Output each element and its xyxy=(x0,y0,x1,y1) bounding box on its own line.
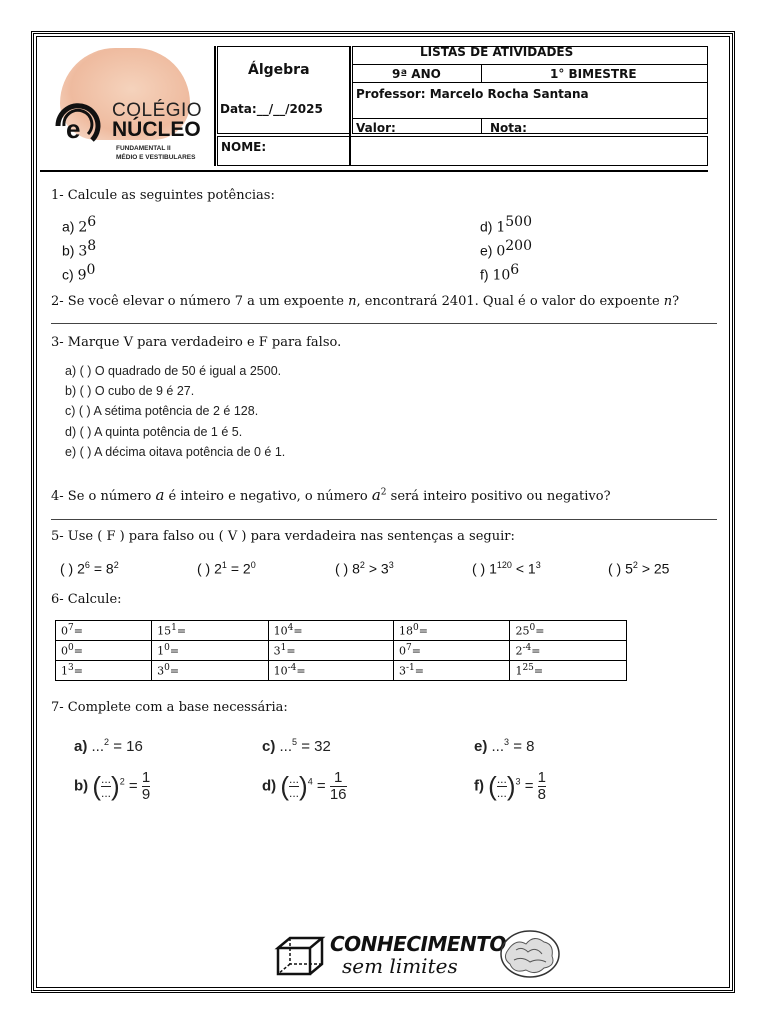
table-cell[interactable]: $3^1=$ xyxy=(268,641,393,661)
answer-line xyxy=(51,519,717,520)
q5-prompt: 5- Use ( F ) para falso ou ( V ) para verdadeira nas sentenças a seguir: xyxy=(51,529,515,544)
q1-item-b: b) $3^8$ xyxy=(62,238,97,260)
subject-title: Álgebra xyxy=(248,62,310,78)
info-rule xyxy=(352,64,708,65)
q6-prompt: 6- Calcule: xyxy=(51,592,122,607)
q6-table xyxy=(55,620,627,681)
footer-line2: sem limites xyxy=(342,954,458,978)
subject-box xyxy=(217,46,351,134)
info-divider xyxy=(481,64,482,82)
table-cell[interactable]: $1^{25}=$ xyxy=(510,661,627,681)
q7-item-e: e) ...$^3$ = 8 xyxy=(474,737,535,755)
q3-prompt: 3- Marque V para verdadeiro e F para falso. xyxy=(51,335,342,350)
q1-item-c: c) $9^0$ xyxy=(62,262,96,284)
q7-item-a: a) ...$^2$ = 16 xyxy=(74,737,143,755)
table-cell[interactable]: $1^0=$ xyxy=(152,641,269,661)
q1-item-a: a) $2^6$ xyxy=(62,214,97,236)
school-logo xyxy=(46,48,212,166)
teacher-label: Professor: Marcelo Rocha Santana xyxy=(356,87,589,101)
q2-prompt: 2- Se você elevar o número 7 a um expoente n, encontrará 2401. Qual é o valor do expoente n? xyxy=(51,294,680,309)
answer-line xyxy=(51,323,717,324)
q4-prompt: 4- Se o número a é inteiro e negativo, o número $a^2$ será inteiro positivo ou negativo? xyxy=(51,486,611,504)
school-subtitle-2: MÉDIO E VESTIBULARES xyxy=(116,154,196,161)
table-cell[interactable]: $15^1=$ xyxy=(152,621,269,641)
q5-item-3: ( ) $8^2 > 3^3$ xyxy=(335,560,394,577)
info-rule xyxy=(352,82,708,83)
header-divider xyxy=(214,46,216,166)
table-row xyxy=(56,641,627,661)
q3-item-b: b) ( ) O cubo de 9 é 27. xyxy=(65,384,195,398)
school-subtitle-1: FUNDAMENTAL II xyxy=(116,145,171,152)
table-cell[interactable]: $0^7=$ xyxy=(56,621,152,641)
inner-border xyxy=(36,36,730,988)
table-cell[interactable]: $3^{-1}=$ xyxy=(393,661,510,681)
q7-item-d: d) ( $\frac{...}{...}$ )$^4$ = $\frac{1}{16}$ xyxy=(262,769,347,803)
q1-item-f: f) $10^6$ xyxy=(480,262,520,284)
footer-logo xyxy=(270,928,570,980)
info-divider xyxy=(481,118,482,134)
table-cell[interactable]: $10^{-4}=$ xyxy=(268,661,393,681)
q5-item-2: ( ) $2^1 = 2^0$ xyxy=(197,560,256,577)
brain-icon xyxy=(498,928,562,980)
q5-item-1: ( ) $2^6 = 8^2$ xyxy=(60,560,119,577)
q1-item-e: e) $0^{200}$ xyxy=(480,238,532,260)
table-cell[interactable]: $0^0=$ xyxy=(56,641,152,661)
table-cell[interactable]: $25^0=$ xyxy=(510,621,627,641)
table-cell[interactable]: $18^0=$ xyxy=(393,621,510,641)
q7-item-f: f) ( $\frac{...}{...}$ )$^3$ = $\frac{1}{8}$ xyxy=(474,769,546,803)
q1-prompt: 1- Calcule as seguintes potências: xyxy=(51,188,275,203)
grade-label: 9ª ANO xyxy=(392,67,441,81)
q1-item-d: d) $1^{500}$ xyxy=(480,214,532,236)
q3-item-a: a) ( ) O quadrado de 50 é igual a 2500. xyxy=(65,364,282,378)
q5-item-5: ( ) $5^2 > 25$ xyxy=(608,560,670,577)
q7-item-c: c) ...$^5$ = 32 xyxy=(262,737,331,755)
q5-item-4: ( ) $1^{120} < 1^3$ xyxy=(472,560,541,577)
footer-line1: CONHECIMENTO xyxy=(330,932,506,956)
q7-prompt: 7- Complete com a base necessária: xyxy=(51,700,288,715)
table-row xyxy=(56,661,627,681)
table-cell[interactable]: $2^{-4}=$ xyxy=(510,641,627,661)
term-label: 1° BIMESTRE xyxy=(550,67,637,81)
table-row xyxy=(56,621,627,641)
q3-item-d: d) ( ) A quinta potência de 1 é 5. xyxy=(65,425,243,439)
name-field[interactable]: NOME: xyxy=(221,140,267,154)
q7-item-b: b) ( $\frac{...}{...}$ )$^2$ = $\frac{1}{9}$ xyxy=(74,769,151,803)
q3-item-c: c) ( ) A sétima potência de 2 é 128. xyxy=(65,404,259,418)
table-cell[interactable]: $10^4=$ xyxy=(268,621,393,641)
info-rule xyxy=(352,118,708,119)
list-title: LISTAS DE ATIVIDADES xyxy=(420,45,574,59)
cube-icon xyxy=(270,934,326,978)
table-cell[interactable]: $3^0=$ xyxy=(152,661,269,681)
nota-field[interactable]: Nota: xyxy=(490,121,527,135)
svg-text:e: e xyxy=(66,114,81,144)
table-cell[interactable]: $0^7=$ xyxy=(393,641,510,661)
valor-field[interactable]: Valor: xyxy=(356,121,396,135)
school-name-line2: NÚCLEO xyxy=(112,118,201,141)
header xyxy=(40,44,708,172)
date-field[interactable]: Data:__/__/2025 xyxy=(220,102,323,116)
q3-item-e: e) ( ) A décima oitava potência de 0 é 1. xyxy=(65,445,286,459)
logo-e-icon xyxy=(52,100,104,148)
school-name-line1: COLÉGIO xyxy=(112,100,203,121)
name-box xyxy=(217,136,708,166)
table-cell[interactable]: $1^3=$ xyxy=(56,661,152,681)
